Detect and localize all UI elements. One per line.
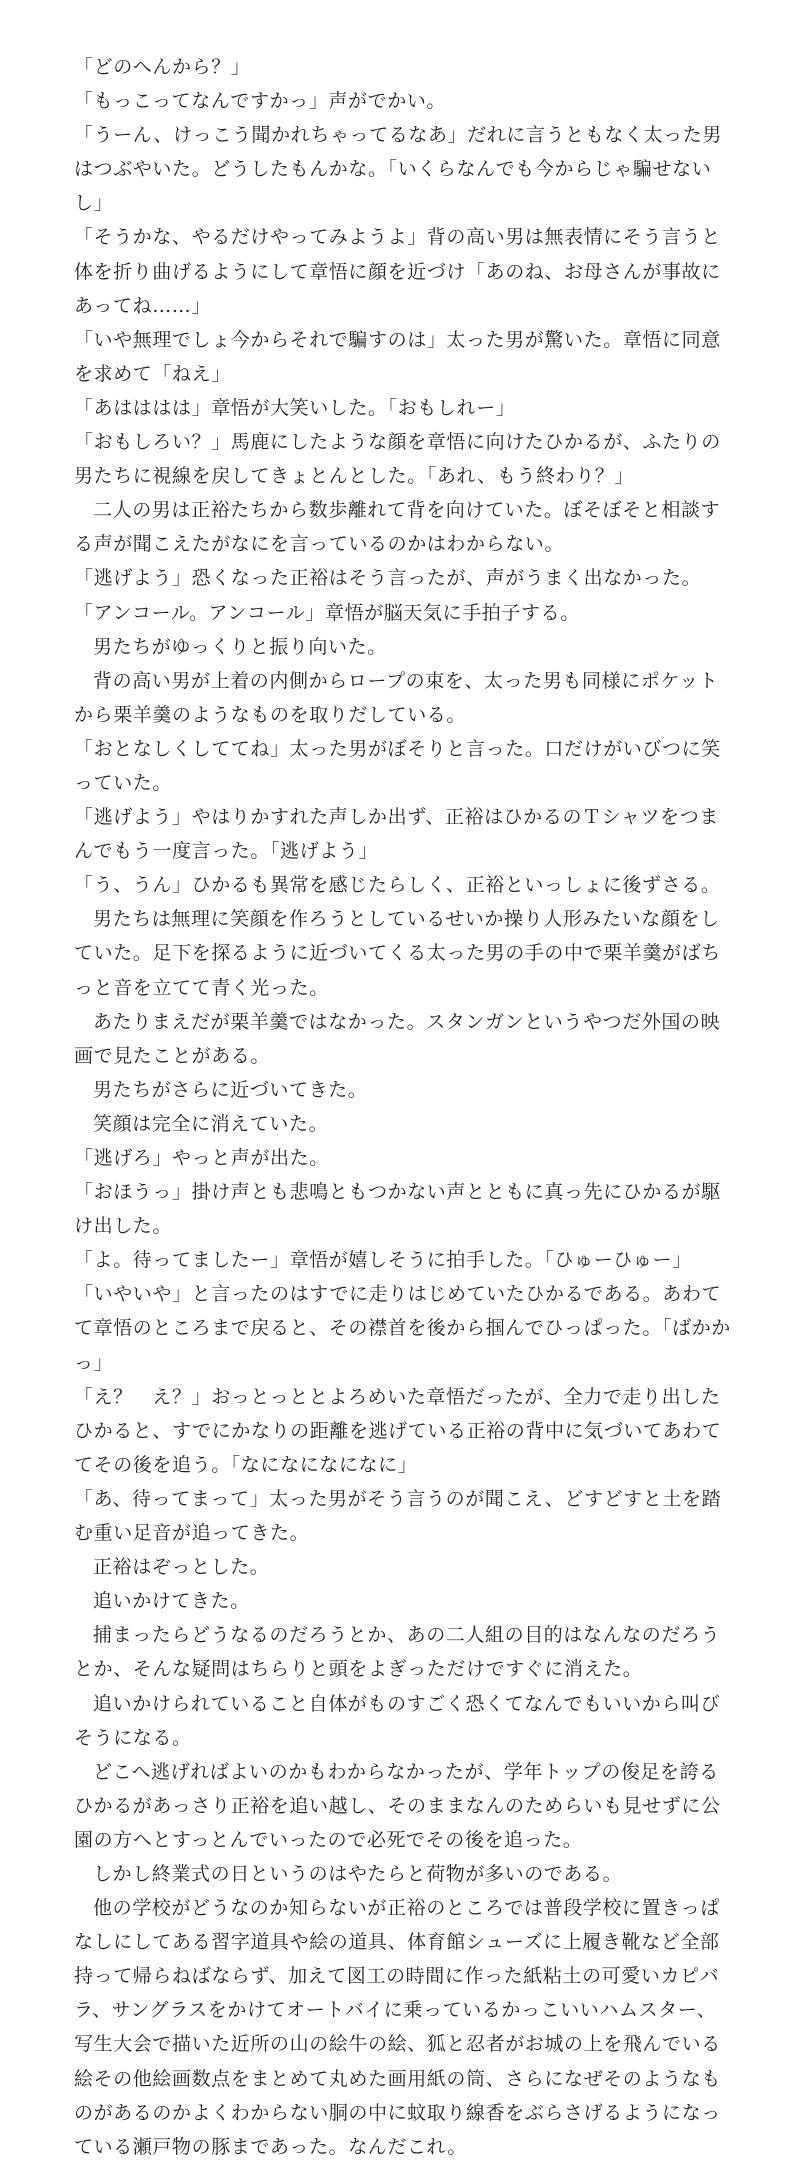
- paragraph: 男たちは無理に笑顔を作ろうとしているせいか操り人形みたいな顔をしていた。足下を探るように近づいてくる太った男の手の中で栗羊羹がばちっと音を立てて青く光った。: [74, 908, 721, 999]
- paragraph: 「うーん、けっこう聞かれちゃってるなあ」だれに言うともなく太った男はつぶやいた。どうしたもんかな。「いくらなんでも今からじゃ騙せないし」: [74, 124, 722, 215]
- paragraph: 「逃げよう」やはりかすれた声しか出ず、正裕はひかるのＴシャツをつまんでもう一度言った。「逃げよう」: [74, 806, 719, 863]
- paragraph: 男たちがゆっくりと振り向いた。: [93, 635, 387, 658]
- paragraph: 「逃げよう」恐くなった正裕はそう言ったが、声がうまく出なかった。: [74, 567, 702, 590]
- paragraph: 「おとなしくしててね」太った男がぼそりと言った。口だけがいびつに笑っていた。: [74, 737, 721, 794]
- paragraph: 「いやいや」と言ったのはすでに走りはじめていたひかるである。あわてて章悟のところまで戻ると、その襟首を後から掴んでひっぱった。「ばかかっ」: [74, 1283, 731, 1374]
- paragraph: 「あ、待ってまって」太った男がそう言うのが聞こえ、どすどすと土を踏む重い足音が追ってきた。: [74, 1487, 722, 1545]
- paragraph: 「もっこってなんですかっ」声がでかい。: [74, 90, 447, 113]
- paragraph: 「どのへんから？」: [74, 56, 251, 78]
- paragraph: 笑顔は完全に消えていた。: [93, 1112, 329, 1135]
- paragraph: 二人の男は正裕たちから数歩離れて背を向けていた。ぼそぼそと相談する声が聞こえたがなにを言っているのかはわからない。: [74, 499, 721, 556]
- paragraph: 「あはははは」章悟が大笑いした。「おもしれー」: [74, 396, 516, 419]
- paragraph: あたりまえだが栗羊羹ではなかった。スタンガンというやつだ外国の映画で見たことがある。: [74, 1010, 721, 1067]
- paragraph: 他の学校がどうなのか知らないが正裕のところでは普段学校に置きっぱなしにしてある習字道具や絵の道具、体育館シューズに上履き靴など全部持って帰らねばならず、加えて図工の時間に作った紙粘土の可愛いカピバラ、サングラスをかけてオートバイに乗っているかっこいいハムスター、写生大会で描いた近所の山の絵牛の絵、狐と忍者がお城の上を飛んでいる絵その他絵画数点をまとめて丸めた画用紙の筒、さらになぜそのようなものがあるのかよくわからない胴の中に蚊取り線香をぶらさげるようになっている瀬戸物の豚まであった。なんだこれ。: [74, 1897, 721, 2158]
- paragraph: 背の高い男が上着の内側からロープの束を、太った男も同様にポケットから栗羊羹のようなものを取りだしている。: [74, 669, 719, 726]
- paragraph: 「アンコール。アンコール」章悟が脳天気に手拍子する。: [74, 601, 580, 624]
- paragraph: どこへ逃げればよいのかもわからなかったが、学年トップの俊足を誇るひかるがあっさり正裕を追い越し、そのままなんのためらいも見せずに公園の方へとすっとんでいったので必死でその後を追った。: [74, 1760, 721, 1851]
- paragraph: 追いかけられていること自体がものすごく恐くてなんでもいいから叫びそうになる。: [74, 1692, 721, 1749]
- paragraph: 男たちがさらに近づいてきた。: [93, 1078, 368, 1101]
- paragraph: 「おほうっ」掛け声とも悲鳴ともつかない声とともに真っ先にひかるが駆け出した。: [74, 1181, 721, 1238]
- paragraph: 「そうかな、やるだけやってみようよ」背の高い男は無表情にそう言うと体を折り曲げるようにして章悟に顔を近づけ「あのね、お母さんが事故にあってね……」: [74, 226, 721, 317]
- paragraph: 「う、うん」ひかるも異常を感じたらしく、正裕といっしょに後ずさる。: [74, 874, 721, 897]
- story-page: [74, 50, 734, 2164]
- paragraph: しかし終業式の日というのはやたらと荷物が多いのである。: [93, 1862, 623, 1885]
- paragraph: 捕まったらどうなるのだろうとか、あの二人組の目的はなんなのだろうとか、そんな疑問はちらりと頭をよぎっただけですぐに消えた。: [74, 1624, 721, 1681]
- paragraph: 「おもしろい？」馬鹿にしたような顔を章悟に向けたひかるが、ふたりの男たちに視線を戻してきょとんとした。「あれ、もう終わり？」: [74, 431, 721, 488]
- paragraph: 「え？ え？」おっとっととよろめいた章悟だったが、全力で走り出したひかると、すでにかなりの距離を逃げている正裕の背中に気づいてあわててその後を追う。「なになになになに」: [74, 1385, 722, 1476]
- paragraph: 「逃げろ」やっと声が出た。: [74, 1147, 329, 1169]
- paragraph: 「よ。待ってましたー」章悟が嬉しそうに拍手した。「ひゅーひゅー」: [74, 1249, 692, 1272]
- paragraph: 追いかけてきた。: [93, 1590, 250, 1613]
- paragraph: 「いや無理でしょ今からそれで騙すのは」太った男が驚いた。章悟に同意を求めて「ねえ」: [74, 328, 721, 385]
- paragraph: 正裕はぞっとした。: [93, 1556, 270, 1579]
